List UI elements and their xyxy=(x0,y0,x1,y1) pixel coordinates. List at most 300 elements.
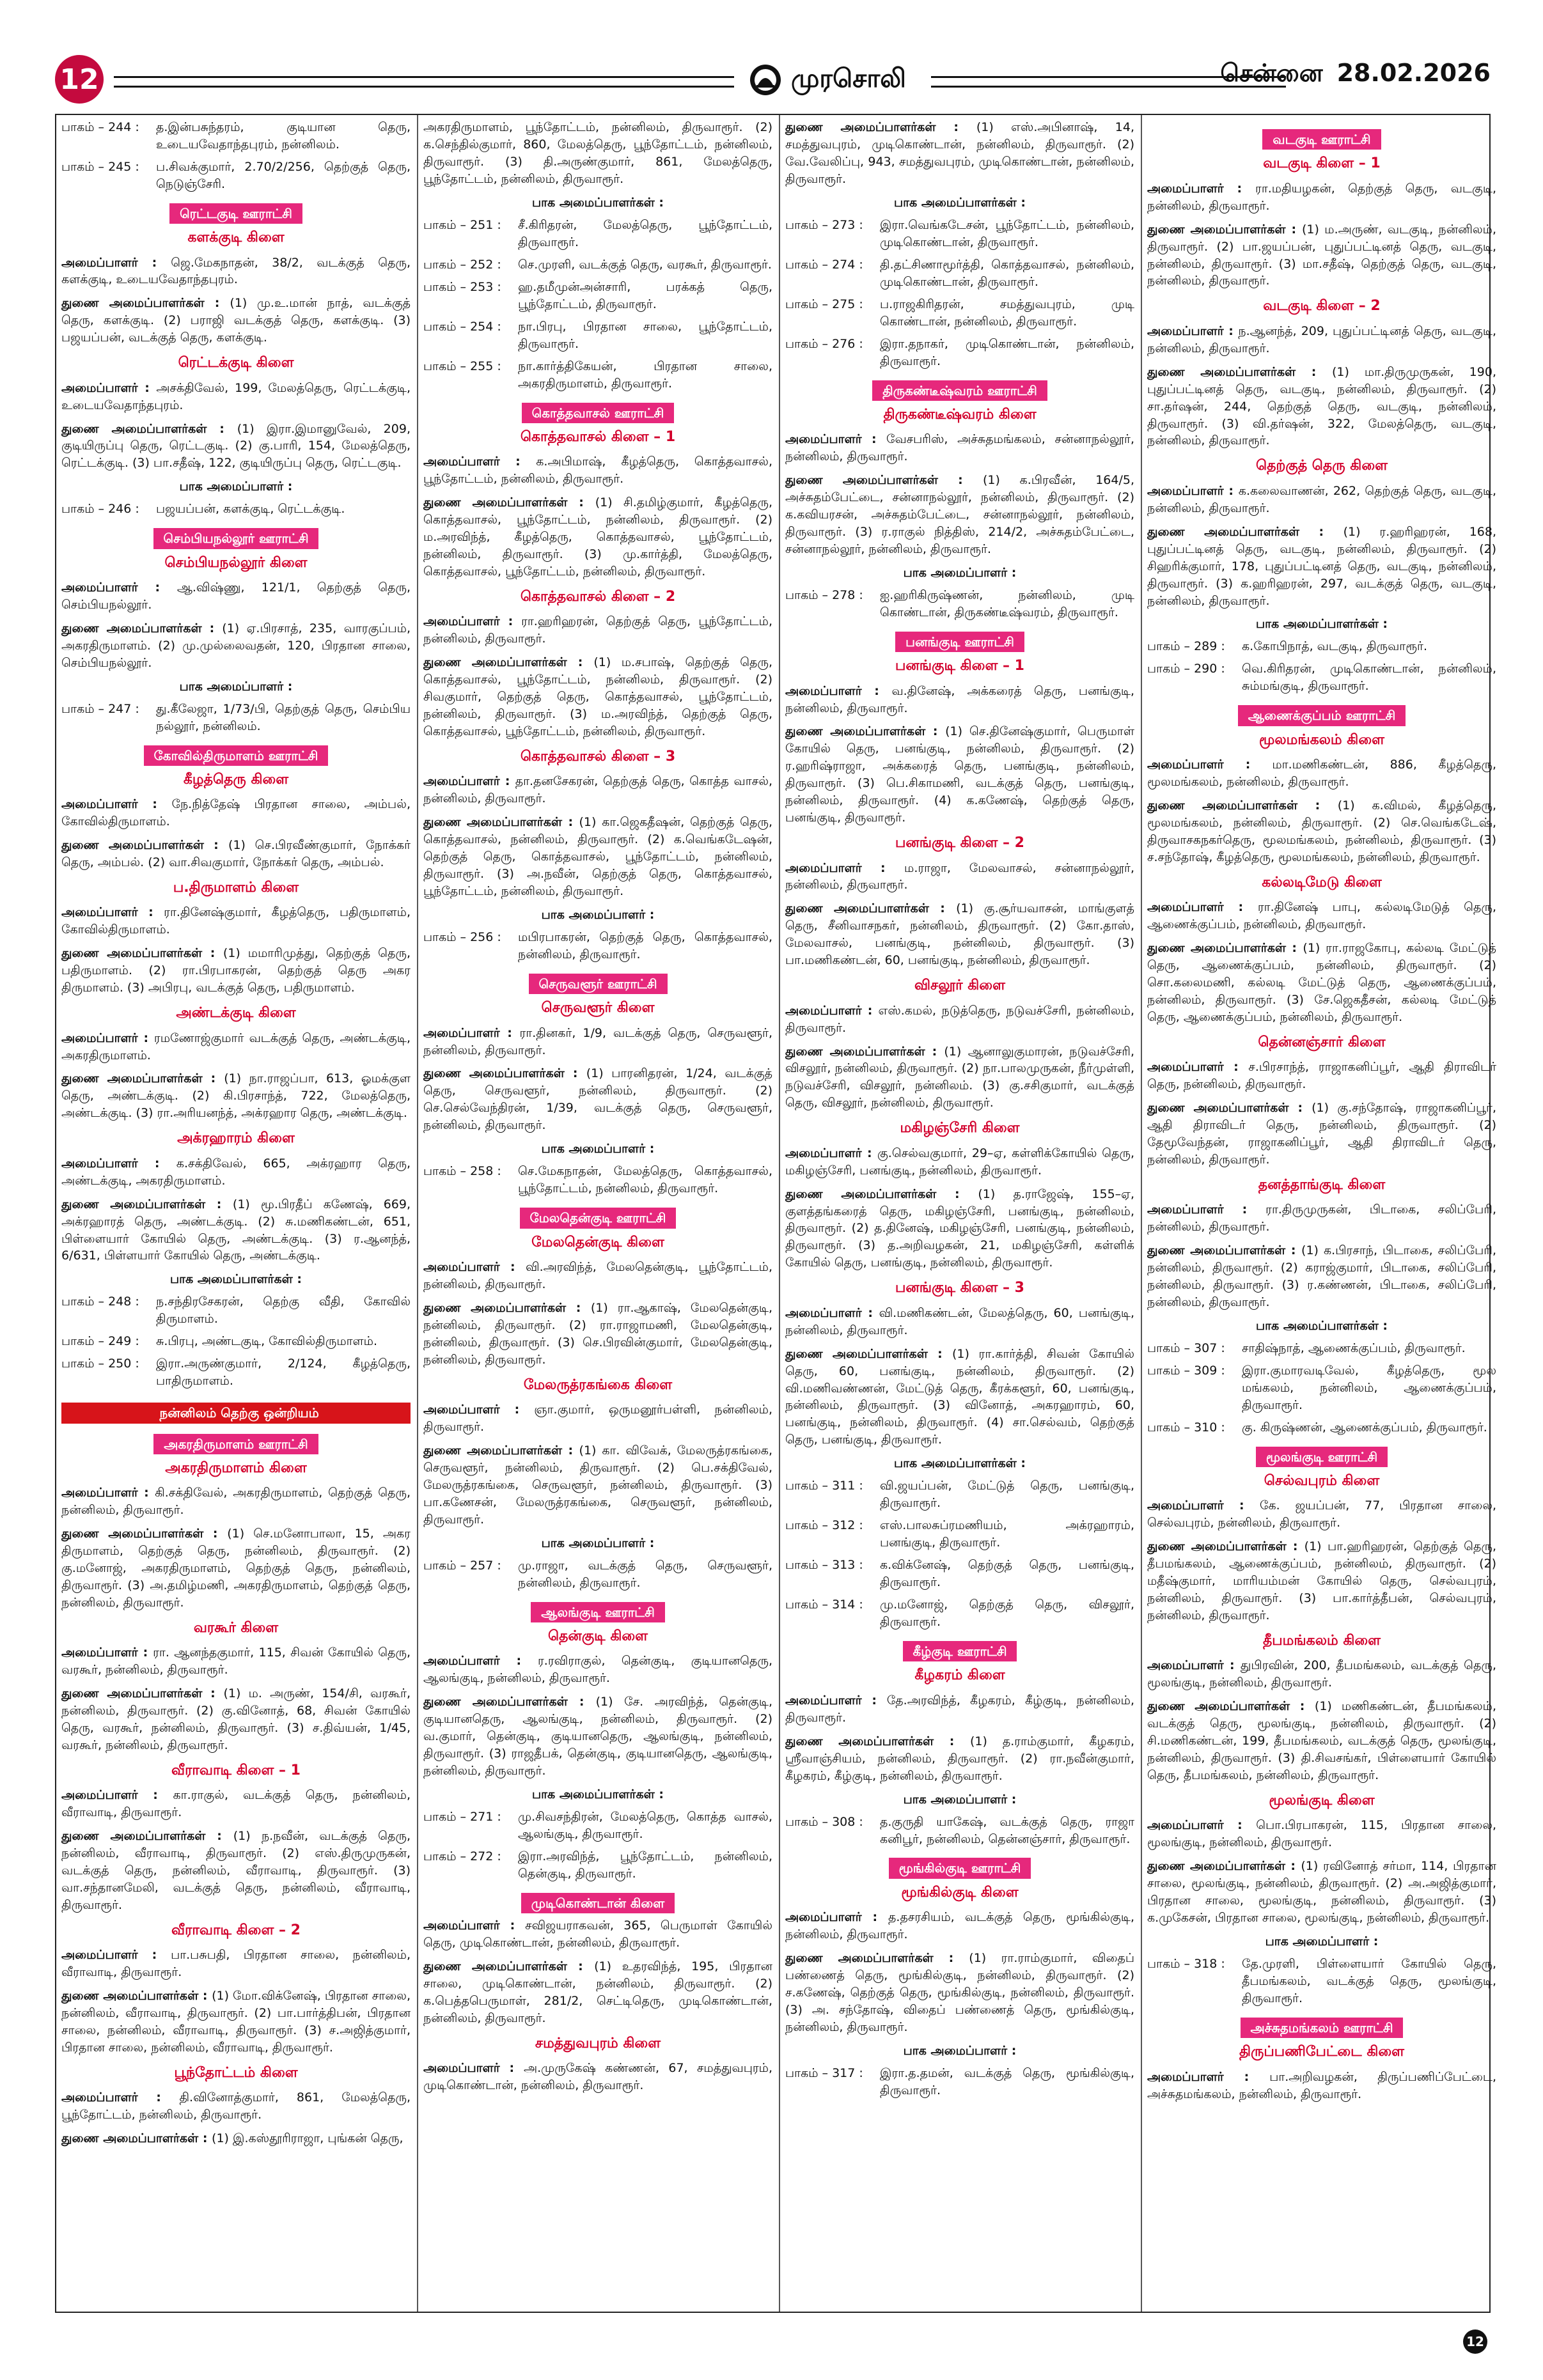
role-label: அமைப்பாளர் : xyxy=(1147,758,1272,772)
section-label: பாக அமைப்பாளர்கள் : xyxy=(423,194,772,212)
branch-heading: செல்வபுரம் கிளை xyxy=(1264,1473,1380,1489)
panchayat-heading: ரெட்டகுடி ஊராட்சி xyxy=(169,203,302,224)
branch-heading: மேலருத்ரகங்கை கிளை xyxy=(523,1376,673,1393)
panchayat-heading: ஆணைக்குப்பம் ஊராட்சி xyxy=(1238,705,1406,726)
booth-number: பாகம் – 314 : xyxy=(785,1596,880,1631)
role-label: துணை அமைப்பாளர்கள் : xyxy=(423,655,593,669)
appointment-entry xyxy=(61,837,411,871)
branch-heading: மேலதென்குடி கிளை xyxy=(531,1234,664,1250)
appointment-entry xyxy=(1147,221,1496,290)
booth-number: பாகம் – 272 : xyxy=(423,1848,518,1883)
entry-text: வ.தினேஷ், அக்கரைத் தெரு, பனங்குடி, நன்னிலம், திருவாரூர். xyxy=(785,683,1134,715)
appointment-entry xyxy=(61,2130,411,2147)
booth-number: பாகம் – 250 : xyxy=(61,1355,156,1390)
appointment-entry xyxy=(785,900,1134,969)
booth-entry xyxy=(61,501,411,518)
appointment-entry xyxy=(61,1828,411,1914)
entry-text: (1) செ.மனோபாலா, 15, அகர திருமாளம், தெற்குத் தெரு, நன்னிலம், திருவாரூர். (2) கு.மனோஜ், அகரதிருமாளம், தெற்குத் தெரு, நன்னிலம், திருவாரூர். (3) அ.தமிழ்மணி, அகரதிருமாளம், தெற்குத் தெரு, நன்னிலம், திருவாரூர். xyxy=(61,1527,411,1610)
masthead-rule-left xyxy=(114,76,734,88)
booth-entry xyxy=(785,1814,1134,1848)
appointment-entry xyxy=(61,1030,411,1064)
role-label: அமைப்பாளர் : xyxy=(423,774,515,788)
branch-heading: வீராவாடி கிளை – 2 xyxy=(171,1922,301,1939)
booth-entry xyxy=(1147,660,1496,695)
footer-page-number: 12 xyxy=(1463,2329,1487,2354)
role-label: அமைப்பாளர் : xyxy=(785,684,891,698)
entry-text: அசக்திவேல், 199, மேலத்தெரு, ரெட்டக்குடி, உடையவேதாந்தபுரம். xyxy=(61,380,411,412)
booth-entry xyxy=(423,318,772,353)
panchayat-heading: செம்பியநல்லூர் ஊராட்சி xyxy=(153,528,319,548)
entry-text: ம.ராஜா, மேலவாசல், சன்னாநல்லூர், நன்னிலம், திருவாரூர். xyxy=(785,860,1134,892)
appointment-entry xyxy=(61,1484,411,1519)
branch-heading: அகரதிருமாளம் கிளை xyxy=(165,1460,307,1477)
entry-text: க.சக்திவேல், 665, அக்ரஹார தெரு, அண்டக்குடி, அகரதிருமாளம். xyxy=(61,1156,411,1188)
paper-name: முரசொலி xyxy=(791,63,906,93)
role-label: அமைப்பாளர் : xyxy=(785,1146,877,1160)
appointment-entry xyxy=(61,254,411,289)
panchayat-heading: அகரதிருமாளம் ஊராட்சி xyxy=(153,1434,318,1454)
panchayat-heading: கீழ்குடி ஊராட்சி xyxy=(903,1641,1017,1661)
appointment-entry xyxy=(423,1442,772,1528)
role-label: அமைப்பாளர் : xyxy=(1147,484,1239,498)
appointment-entry xyxy=(61,620,411,672)
booth-number: பாகம் – 271 : xyxy=(423,1808,518,1843)
panchayat-heading: மூங்கில்குடி ஊராட்சி xyxy=(889,1858,1031,1878)
booth-number: பாகம் – 249 : xyxy=(61,1333,156,1350)
appointment-entry xyxy=(61,796,411,830)
appointment-entry xyxy=(1147,483,1496,517)
entry-text: ரா.தினகர், 1/9, வடக்குத் தெரு, செருவளூர், நன்னிலம், திருவாரூர். xyxy=(423,1025,772,1057)
section-label: பாக அமைப்பாளர்கள் : xyxy=(785,1455,1134,1472)
booth-organizer: க.கோபிநாத், வடகுடி, திருவாரூர். xyxy=(1242,639,1428,654)
branch-heading: பனங்குடி கிளை – 1 xyxy=(895,658,1024,674)
appointment-entry xyxy=(785,1346,1134,1449)
booth-number: பாகம் – 318 : xyxy=(1147,1956,1242,2007)
role-label: அமைப்பாளர் : xyxy=(423,455,536,469)
booth-organizer: இரா.அரவிந்த், பூந்தோட்டம், நன்னிலம், தென்குடி, திருவாரூர். xyxy=(518,1849,772,1881)
branch-heading: தீபமங்கலம் கிளை xyxy=(1262,1633,1381,1649)
masthead-brand xyxy=(749,58,906,102)
edition-city: சென்னை xyxy=(1220,59,1323,87)
section-label: பாக அமைப்பாளர் : xyxy=(1147,1933,1496,1950)
booth-organizer: து.கீலேஜா, 1/73/பி, தெற்குத் தெரு, செம்பிய நல்லூர், நன்னிலம். xyxy=(156,701,411,733)
booth-entry xyxy=(423,279,772,313)
entry-text: (1) கா. விவேக், மேலருத்ரகங்கை, செருவளூர், நன்னிலம், திருவாரூர். (2) பெ.சக்திவேல், மேலருத்ரகங்கை, செருவளூர், நன்னிலம், திருவாரூர். (3) பா.கணேசன், மேலருத்ரகங்கை, செருவளூர், நன்னிலம், திருவாரூர். xyxy=(423,1443,772,1527)
role-label: அமைப்பாளர் : xyxy=(61,580,177,595)
role-label: துணை அமைப்பாளர்கள் : xyxy=(785,1045,944,1059)
entry-text: வி.அரவிந்த், மேலதென்குடி, பூந்தோட்டம், நன்னிலம், திருவாரூர். xyxy=(423,1259,772,1291)
role-label: அமைப்பாளர் : xyxy=(61,1031,154,1045)
entry-text: தே.அரவிந்த், கீழகரம், கீழ்குடி, நன்னிலம், திருவாரூர். xyxy=(785,1693,1134,1725)
role-label: துணை அமைப்பாளர்கள் : xyxy=(61,1527,227,1541)
booth-number: பாகம் – 309 : xyxy=(1147,1362,1242,1414)
role-label: அமைப்பாளர் : xyxy=(785,1910,888,1924)
appointment-entry xyxy=(423,2060,772,2094)
entry-text: (1) ரா.ராஜகோபு, கல்லடி மேட்டுத் தெரு, ஆணைக்குப்பம், நன்னிலம், திருவாரூர். (2) சொ.கலைமணி, கல்லடி மேட்டுத் தெரு, ஆணைக்குப்பம், நன்னிலம், திருவாரூர். (3) சே.ஜெகதீசன், கல்லடி மேட்டுத் தெரு, ஆணைக்குப்பம், நன்னிலம், திருவாரூர். xyxy=(1147,940,1496,1024)
booth-organizer: த.இன்பசுந்தரம், குடியான தெரு, உடையவேதாந்தபுரம், நன்னிலம். xyxy=(156,120,411,152)
branch-heading: கல்லடிமேடு கிளை xyxy=(1262,874,1382,891)
booth-number: பாகம் – 251 : xyxy=(423,217,518,251)
appointment-entry xyxy=(785,683,1134,717)
booth-organizer: ப.சிவக்குமார், 2.70/2/256, தெற்குத் தெரு, நெடுஞ்சேரி. xyxy=(156,159,411,191)
rising-sun-logo-icon xyxy=(749,63,782,97)
booth-number: பாகம் – 317 : xyxy=(785,2065,880,2099)
entry-text: (1) ரா.ஆகாஷ், மேலதென்குடி, நன்னிலம், திருவாரூர். (2) ரா.ராஜாமணி, மேலதென்குடி, நன்னிலம், திருவாரூர். (3) செ.பிரவின்குமார், மேலதென்குடி, நன்னிலம், திருவாரூர். xyxy=(423,1300,772,1367)
appointment-entry xyxy=(61,1685,411,1754)
role-label: துணை அமைப்பாளர்கள் : xyxy=(423,1959,594,1973)
booth-number: பாகம் – 244 : xyxy=(61,119,156,153)
entry-text: தா.தனசேகரன், தெற்குத் தெரு, கொத்த வாசல், நன்னிலம், திருவாரூர். xyxy=(423,774,772,806)
appointment-entry xyxy=(785,1043,1134,1112)
role-label: துணை அமைப்பாளர்கள் : xyxy=(785,901,956,915)
section-label: பாக அமைப்பாளர்கள் : xyxy=(61,1271,411,1288)
booth-organizer: வெ.கிரிதரன், முடிகொண்டான், நன்னிலம், சும்மங்குடி, திருவாரூர். xyxy=(1242,662,1496,694)
booth-organizer: செ.மேகநாதன், மேலத்தெரு, கொத்தவாசல், பூந்தோட்டம், நன்னிலம், திருவாரூர். xyxy=(518,1164,772,1196)
appointment-entry xyxy=(61,1987,411,2057)
appointment-entry xyxy=(1147,1100,1496,1169)
branch-heading: அக்ரஹாரம் கிளை xyxy=(177,1130,295,1147)
panchayat-heading: கொத்தவாசல் ஊராட்சி xyxy=(522,403,675,423)
entry-text: (1) மமாரிமுத்து, தெற்குத் தெரு, பதிருமாளம். (2) ரா.பிரபாகரன், தெற்குத் தெரு அகர திருமாளம். (3) அபிரபு, வடக்குத் தெரு, பதிருமாளம். xyxy=(61,946,411,995)
entry-text: த.தசரசியம், வடக்குத் தெரு, மூங்கில்குடி, நன்னிலம், திருவாரூர். xyxy=(785,1910,1134,1942)
booth-number: பாகம் – 247 : xyxy=(61,701,156,735)
role-label: அமைப்பாளர் : xyxy=(423,2061,524,2075)
role-label: துணை அமைப்பாளர்கள் : xyxy=(61,422,237,436)
entry-text: (1) ஏ.பிரசாத், 235, வாரகுப்பம், அகரதிருமாளம். (2) மு.முல்லைவதன், 120, பிரதான சாலை, செம்பியநல்லூர். xyxy=(61,621,411,670)
booth-organizer: ஹ.தமீமுன்அன்சாரி, பரக்கத் தெரு, பூந்தோட்டம், திருவாரூர். xyxy=(518,279,772,311)
role-label: துணை அமைப்பாளர்கள் : xyxy=(785,1347,952,1361)
booth-organizer: பஜயப்பன், களக்குடி, ரெட்டக்குடி. xyxy=(156,502,345,517)
role-label: அமைப்பாளர் : xyxy=(61,1156,176,1171)
booth-number: பாகம் – 307 : xyxy=(1147,1340,1242,1357)
branch-heading: தென்னஞ்சார் கிளை xyxy=(1258,1034,1386,1050)
booth-organizer: தி.தட்சிணாமூர்த்தி, கொத்தவாசல், நன்னிலம், முடிகொண்டான், திருவாரூர். xyxy=(880,257,1134,289)
booth-organizer: மு.மனோஜ், தெற்குத் தெரு, விசலூர், திருவாரூர். xyxy=(880,1598,1134,1629)
entry-text: (1) இ.கஸ்தூரிராஜா, புங்கன் தெரு, xyxy=(212,2131,403,2146)
entry-text: க.கலைவாணன், 262, தெற்குத் தெரு, வடகுடி, நன்னிலம், திருவாரூர். xyxy=(1147,483,1496,515)
appointment-entry xyxy=(1147,899,1496,933)
role-label: துணை அமைப்பாளர்கள் : xyxy=(61,1686,223,1700)
branch-heading: செம்பியநல்லூர் கிளை xyxy=(164,554,308,571)
panchayat-heading: மூலங்குடி ஊராட்சி xyxy=(1256,1447,1388,1467)
role-label: துணை அமைப்பாளர்கள் : xyxy=(1147,1539,1304,1553)
role-label: துணை அமைப்பாளர்கள் : xyxy=(1147,365,1332,379)
role-label: துணை அமைப்பாளர்கள் : xyxy=(1147,1243,1301,1257)
entry-text: ஜெ.மேகநாதன், 38/2, வடக்குத் தெரு, களக்குடி, உடையவேதாந்தபுரம். xyxy=(61,255,411,287)
role-label: துணை அமைப்பாளர்கள் : xyxy=(423,1443,579,1458)
entry-text: (1) கா.ஜெகதீஷன், தெற்குத் தெரு, கொத்தவாசல், நன்னிலம், திருவாரூர். (2) க.வெங்கடேஷன், தெற்குத் தெரு, கொத்தவாசல், பூந்தோட்டம், நன்னிலம், திருவாரூர். (3) அ.நவீன், தெற்குத் தெரு, கொத்தவாசல், பூந்தோட்டம், நன்னிலம், திருவாரூர். xyxy=(423,815,772,899)
appointment-entry xyxy=(1147,1201,1496,1236)
appointment-entry xyxy=(423,1958,772,2027)
entry-text: ரா.தினேஷ்குமார், கீழத்தெரு, பதிருமாளம், கோவில்திருமாளம். xyxy=(61,905,411,937)
booth-entry xyxy=(423,1163,772,1197)
role-label: துணை அமைப்பாளர்கள் : xyxy=(785,724,945,738)
branch-heading: செருவளூர் கிளை xyxy=(541,1000,655,1016)
appointment-entry xyxy=(61,579,411,614)
booth-number: பாகம் – 308 : xyxy=(785,1814,880,1848)
role-label: அமைப்பாளர் : xyxy=(1147,182,1255,196)
booth-number: பாகம் – 253 : xyxy=(423,279,518,313)
entry-text: (1) ர.ஹரிஹரன், 168, புதுப்பட்டினத் தெரு, வடகுடி, நன்னிலம், திருவாரூர். (2) சிஹரிக்குமார், 178, புதுப்பட்டினத் தெரு, வடகுடி, நன்னிலம், திருவாரூர். (3) க.ஹரிஹரன், 297, வடக்குத் தெரு, வடகுடி, நன்னிலம், திருவாரூர். xyxy=(1147,524,1496,608)
booth-entry xyxy=(423,217,772,251)
booth-entry xyxy=(61,1355,411,1390)
booth-entry xyxy=(61,701,411,735)
entry-text: (1) ம. அருண், 154/சி, வரகூர், நன்னிலம், திருவாரூர். (2) கு.வினோத், 68, சிவன் கோயில் தெரு, வரகூர், நன்னிலம், திருவாரூர். (3) ச.திவ்யன், 1/45, வரகூர், நன்னிலம், திருவாரூர். xyxy=(61,1686,411,1753)
section-label: பாக அமைப்பாளர்கள் : xyxy=(1147,1318,1496,1335)
branch-heading: விசலூர் கிளை xyxy=(914,977,1005,994)
role-label: துணை அமைப்பாளர்கள் : xyxy=(423,495,595,509)
entry-text: ரா.தினேஷ் பாபு, கல்லடிமேடுத் தெரு, ஆணைக்குப்பம், நன்னிலம், திருவாரூர். xyxy=(1147,900,1496,931)
branch-heading: தென்குடி கிளை xyxy=(547,1628,648,1644)
role-label: அமைப்பாளர் : xyxy=(61,1645,153,1660)
booth-entry xyxy=(785,2065,1134,2099)
entry-text: கா.ராகுல், வடக்குத் தெரு, நன்னிலம், வீராவாடி, திருவாரூர். xyxy=(61,1788,411,1820)
section-label: பாக அமைப்பாளர்கள் : xyxy=(1147,616,1496,633)
booth-number: பாகம் – 257 : xyxy=(423,1557,518,1592)
booth-organizer: ஐ.ஹரிகிருஷ்ணன், நன்னிலம், முடி கொண்டான், திருகண்டீஷ்வரம், திருவாரூர். xyxy=(880,587,1134,619)
entry-text: (1) பா.ஹரிஹரன், தெற்குத் தெரு, தீபமங்கலம், ஆணைக்குப்பம், நன்னிலம், திருவாரூர். (2) மதீஷ்குமார், மாரியம்மன் கோயில் தெரு, செல்வபுரம், நன்னிலம், திருவாரூர். (3) பா.கார்த்தீபன், செல்வபுரம், நன்னிலம், திருவாரூர். xyxy=(1147,1539,1496,1623)
booth-organizer: சாதிஷ்நாத், ஆணைக்குப்பம், திருவாரூர். xyxy=(1242,1341,1466,1355)
booth-organizer: இரா.அருண்குமார், 2/124, கீழத்தெரு, பாதிருமாளம். xyxy=(156,1357,411,1388)
role-label: அமைப்பாளர் : xyxy=(785,1306,879,1320)
role-label: அமைப்பாளர் : xyxy=(1147,1658,1241,1672)
panchayat-heading: திருகண்டீஷ்வரம் ஊராட்சி xyxy=(872,380,1047,401)
entry-text: (1) கு.சந்தோஷ், ராஜாகனிப்பூர், ஆதி திராவிடர் தெரு, நன்னிலம், திருவாரூர். (2) தேமூவேந்தன், ராஜாகனிப்பூர், ஆதி திராவிடர் தெரு, நன்னிலம், திருவாரூர். xyxy=(1147,1100,1496,1167)
branch-heading: வடகுடி கிளை – 2 xyxy=(1263,298,1381,315)
role-label: அமைப்பாளர் : xyxy=(785,861,904,875)
booth-number: பாகம் – 252 : xyxy=(423,256,518,274)
branch-heading: ரெட்டக்குடி கிளை xyxy=(178,355,294,371)
role-label: துணை அமைப்பாளர்கள் : xyxy=(785,1734,970,1748)
entry-text: தி.வினோத்குமார், 861, மேலத்தெரு, பூந்தோட்டம், நன்னிலம், திருவாரூர். xyxy=(61,2090,411,2122)
appointment-entry xyxy=(1147,524,1496,610)
panchayat-heading: செருவளூர் ஊராட்சி xyxy=(529,974,668,994)
role-label: அமைப்பாளர் : xyxy=(1147,2070,1269,2084)
booth-number: பாகம் – 274 : xyxy=(785,256,880,291)
booth-organizer: எஸ்.பாலசுப்ரமணியம், அக்ரஹாரம், பனங்குடி, திருவாரூர். xyxy=(880,1518,1134,1550)
booth-entry xyxy=(785,1517,1134,1552)
role-label: துணை அமைப்பாளர்கள் : xyxy=(61,2131,212,2145)
role-label: அமைப்பாளர் : xyxy=(785,1004,879,1018)
entry-text: (1) சே. அரவிந்த், தென்குடி, குடியானதெரு, ஆலங்குடி, நன்னிலம், திருவாரூர். (2) வ.குமார், தென்குடி, குடியானதெரு, ஆலங்குடி, நன்னிலம், திருவாரூர். (3) ராஜதீபக், தென்குடி, குடியானதெரு, ஆலங்குடி, நன்னிலம், திருவாரூர். xyxy=(423,1695,772,1778)
section-label: பாக அமைப்பாளர் : xyxy=(785,564,1134,582)
entry-text: (1) க.பிரவீன், 164/5, அச்சுதம்பேட்டை, சன்னாநல்லூர், நன்னிலம், திருவாரூர். (2) க.கவியரசன், அச்சுதம்பேட்டை, சன்னாநல்லூர், நன்னிலம், திருவாரூர். (3) ர.ராகுல் நித்திஸ், 214/2, அச்சுதம்பேட்டை, சன்னாநல்லூர், நன்னிலம், திருவாரூர். xyxy=(785,473,1134,557)
page-number-badge: 12 xyxy=(55,55,104,104)
appointment-entry xyxy=(61,1155,411,1190)
entry-text: ந.ஆனந்த், 209, புதுப்பட்டினத் தெரு, வடகுடி, நன்னிலம், திருவாரூர். xyxy=(1147,323,1496,355)
entry-text: (1) கு.சூர்யவாசன், மாங்குளத் தெரு, சீனிவாசநகர், நன்னிலம், திருவாரூர். (2) கோ.தாஸ், மேலவாசல், பனங்குடி, நன்னிலம், திருவாரூர். (3) பா.மணிகண்டன், 60, பனங்குடி, நன்னிலம், திருவாரூர். xyxy=(785,901,1134,968)
entry-text: (1) உதரவிந்த், 195, பிரதான சாலை, முடிகொண்டான், நன்னிலம், திருவாரூர். (2) க.பெத்தபெருமாள், 281/2, செட்டிதெரு, முடிகொண்டான், நன்னிலம், திருவாரூர். xyxy=(423,1959,772,2026)
role-label: அமைப்பாளர் : xyxy=(423,614,521,628)
branch-heading: கொத்தவாசல் கிளை – 2 xyxy=(520,588,676,605)
booth-organizer: கு. கிருஷ்ணன், ஆணைக்குப்பம், திருவாரூர். xyxy=(1242,1420,1487,1435)
appointment-entry xyxy=(423,1065,772,1134)
entry-text: பா.பசுபதி, பிரதான சாலை, நன்னிலம், வீராவாடி, திருவாரூர். xyxy=(61,1948,411,1980)
booth-entry xyxy=(785,217,1134,251)
appointment-entry xyxy=(785,431,1134,465)
panchayat-heading: முடிகொண்டான் கிளை xyxy=(521,1893,675,1913)
branch-heading: தெற்குத் தெரு கிளை xyxy=(1255,458,1388,474)
role-label: அமைப்பாளர் : xyxy=(61,1948,171,1962)
entry-text: (1) ரவினோத் சர்மா, 114, பிரதான சாலை, மூலங்குடி, நன்னிலம், திருவாரூர். (2) அ.அஜித்குமார், பிரதான சாலை, மூலங்குடி, நன்னிலம், திருவாரூர். (3) க.முகேசன், பிரதான சாலை, மூலங்குடி, நன்னிலம், திருவாரூர். xyxy=(1147,1859,1496,1925)
role-label: துணை அமைப்பாளர்கள் : xyxy=(61,946,223,960)
booth-number: பாகம் – 273 : xyxy=(785,217,880,251)
column-4 xyxy=(1147,119,1496,2305)
role-label: அமைப்பாளர் : xyxy=(423,1918,525,1933)
appointment-entry xyxy=(423,1653,772,1687)
section-label: பாக அமைப்பாளர் : xyxy=(423,906,772,924)
appointment-entry xyxy=(1147,1817,1496,1851)
booth-entry xyxy=(785,587,1134,621)
appointment-entry xyxy=(785,1692,1134,1727)
booth-organizer: க.விக்னேஷ், தெற்குத் தெரு, பனங்குடி, திருவாரூர். xyxy=(880,1558,1134,1590)
entry-text: (1) ந.நவீன், வடக்குத் தெரு, நன்னிலம், வீராவாடி, திருவாரூர். (2) எஸ்.திருமுருகன், வடக்குத் தெரு, நன்னிலம், வீராவாடி, திருவாரூர். (3) வா.சந்தானமேலி, வடக்குத் தெரு, நன்னிலம், வீராவாடி, திருவாரூர். xyxy=(61,1829,411,1913)
appointment-entry xyxy=(61,945,411,997)
booth-number: பாகம் – 248 : xyxy=(61,1293,156,1328)
entry-text: ஆ.விஷ்ணு, 121/1, தெற்குத் தெரு, செம்பியநல்லூர். xyxy=(61,580,411,612)
entry-text: கு.செல்வகுமார், 29–ஏ, கள்ளிக்கோயில் தெரு, மகிழஞ்சேரி, பனங்குடி, நன்னிலம், திருவாரூர். xyxy=(785,1146,1134,1178)
appointment-entry xyxy=(61,904,411,938)
appointment-entry xyxy=(423,654,772,740)
appointment-entry xyxy=(785,119,1134,188)
entry-text: (1) க.விமல், கீழத்தெரு, மூலமங்கலம், நன்னிலம், திருவாரூர். (2) செ.வெங்கடேஷ், திருவாசகநகர்தெரு, மூலமங்கலம், நன்னிலம், திருவாரூர். (3) ச.சந்தோஷ், கீழத்தெரு, மூலமங்கலம், நன்னிலம், திருவாரூர். xyxy=(1147,798,1496,864)
booth-number: பாகம் – 275 : xyxy=(785,296,880,331)
role-label: அமைப்பாளர் : xyxy=(1147,1202,1265,1217)
booth-entry xyxy=(423,1557,772,1592)
entry-text: மா.மணிகண்டன், 886, கீழத்தெரு, மூலமங்கலம், நன்னிலம், திருவாரூர். xyxy=(1147,757,1496,789)
booth-entry xyxy=(61,159,411,193)
role-label: அமைப்பாளர் : xyxy=(785,1693,887,1707)
appointment-entry xyxy=(61,1644,411,1679)
appointment-entry xyxy=(61,2089,411,2124)
role-label: அமைப்பாளர் : xyxy=(61,2090,179,2104)
booth-entry xyxy=(423,358,772,393)
appointment-entry xyxy=(423,1025,772,1059)
masthead xyxy=(55,55,1491,106)
booth-number: பாகம் – 289 : xyxy=(1147,638,1242,655)
booth-organizer: தே.முரளி, பிள்ளையார் கோயில் தெரு, தீபமங்கலம், வடக்குத் தெரு, மூலங்குடி, திருவாரூர். xyxy=(1242,1957,1496,2006)
panchayat-heading: பனங்குடி ஊராட்சி xyxy=(895,632,1024,652)
entry-text: (1) சி.தமிழ்குமார், கீழத்தெரு, கொத்தவாசல், பூந்தோட்டம், நன்னிலம், திருவாரூர். (2) ம.அரவிந்த், கீழத்தெரு, கொத்தவாசல், பூந்தோட்டம், நன்னிலம், திருவாரூர். (3) மு.கார்த்தி, மேலத்தெரு, கொத்தவாசல், பூந்தோட்டம், நன்னிலம், திருவாரூர். xyxy=(423,495,772,579)
booth-organizer: ப.ராஜகிரிதரன், சமத்துவபுரம், முடி கொண்டான், நன்னிலம், திருவாரூர். xyxy=(880,297,1134,329)
appointment-entry xyxy=(61,295,411,346)
appointment-entry xyxy=(785,1002,1134,1037)
appointment-entry xyxy=(1147,1698,1496,1784)
entry-text: (1) நா.ராஜப்பா, 613, ஓமக்குள தெரு, அண்டக்குடி. (2) கி.பிரசாந்த், 722, மேலத்தெரு, அண்டக்குடி. (3) ரா.அரியனந்த், அக்ரஹார தெரு, அண்டக்குடி. xyxy=(61,1071,411,1121)
booth-number: பாகம் – 246 : xyxy=(61,501,156,518)
role-label: அமைப்பாளர் : xyxy=(1147,1060,1248,1074)
appointment-entry xyxy=(423,1693,772,1780)
role-label: துணை அமைப்பாளர்கள் : xyxy=(1147,1859,1301,1873)
appointment-entry xyxy=(785,1950,1134,2036)
booth-entry xyxy=(423,929,772,963)
role-label: அமைப்பாளர் : xyxy=(61,905,164,919)
entry-text: பொ.பிரபாகரன், 115, பிரதான சாலை, மூலங்குடி, நன்னிலம், திருவாரூர். xyxy=(1147,1818,1496,1850)
entry-text: (1) மூ.பிரதீப் கணேஷ், 669, அக்ரஹாரத் தெரு, அண்டக்குடி. (2) சு.மணிகண்டன், 651, பிள்ளையார் கோயில் தெரு, அண்டக்குடி. (3) ர.ஆனந்த், 6/631, பிள்ளயார் கோயில் தெரு, அண்டக்குடி. xyxy=(61,1197,411,1263)
booth-number: பாகம் – 311 : xyxy=(785,1477,880,1512)
role-label: துணை அமைப்பாளர்கள் : xyxy=(423,1695,596,1709)
role-label: துணை அமைப்பாளர்கள் : xyxy=(785,1187,978,1201)
appointment-entry xyxy=(423,814,772,900)
branch-heading: மூங்கில்குடி கிளை xyxy=(901,1884,1019,1901)
appointment-entry xyxy=(61,1947,411,1981)
branch-heading: ப.திருமாளம் கிளை xyxy=(173,880,299,896)
appointment-entry xyxy=(785,1186,1134,1272)
appointment-entry xyxy=(423,453,772,488)
entry-text: (1) செ.பிரவீண்குமார், நோக்கர் தெரு, அம்பல். (2) வா.சிவகுமார், நோக்கர் தெரு, அம்பல். xyxy=(61,838,411,870)
role-label: அமைப்பாளர் : xyxy=(1147,1498,1260,1513)
role-label: அமைப்பாளர் : xyxy=(423,1026,519,1040)
appointment-entry xyxy=(785,472,1134,558)
appointment-entry xyxy=(423,1917,772,1952)
appointment-entry xyxy=(785,1305,1134,1339)
entry-text: ச.பிரசாந்த், ராஜாகனிப்பூர், ஆதி திராவிடர் தெரு, நன்னிலம், திருவாரூர். xyxy=(1147,1060,1496,1091)
role-label: துணை அமைப்பாளர்கள் : xyxy=(61,1989,212,2003)
booth-number: பாகம் – 278 : xyxy=(785,587,880,621)
appointment-entry xyxy=(1147,940,1496,1026)
role-label: அமைப்பாளர் : xyxy=(61,381,156,395)
appointment-entry xyxy=(61,1787,411,1821)
column-2 xyxy=(423,119,772,2305)
booth-entry xyxy=(423,1848,772,1883)
entry-text: பா.அறிவழகன், திருப்பணிப்பேட்டை, அச்சுதமங்கலம், நன்னிலம், திருவாரூர். xyxy=(1147,2069,1496,2101)
appointment-entry xyxy=(1147,1497,1496,1532)
booth-entry xyxy=(61,1333,411,1350)
appointment-entry xyxy=(423,494,772,580)
booth-number: பாகம் – 310 : xyxy=(1147,1419,1242,1436)
booth-organizer: சீ.கிரிதரன், மேலத்தெரு, பூந்தோட்டம், திருவாரூர். xyxy=(518,217,772,249)
role-label: துணை அமைப்பாளர்கள் : xyxy=(61,838,228,852)
role-label: துணை அமைப்பாளர்கள் : xyxy=(785,1951,969,1965)
section-label: பாக அமைப்பாளர்கள் : xyxy=(785,194,1134,212)
entry-text: நே.நித்தேஷ் பிரதான சாலை, அம்பல், கோவில்திருமாளம். xyxy=(61,797,411,829)
booth-number: பாகம் – 312 : xyxy=(785,1517,880,1552)
section-label: பாக அமைப்பாளர்கள் : xyxy=(423,1786,772,1803)
role-label: துணை அமைப்பாளர்கள் : xyxy=(61,1071,224,1085)
role-label: துணை அமைப்பாளர்கள் : xyxy=(1147,525,1343,539)
booth-organizer: செ.முரளி, வடக்குத் தெரு, வரகூர், திருவாரூர். xyxy=(518,257,772,272)
branch-heading: மகிழஞ்சேரி கிளை xyxy=(900,1120,1020,1137)
role-label: துணை அமைப்பாளர்கள் : xyxy=(1147,1699,1315,1713)
booth-organizer: நா.பிரபு, பிரதான சாலை, பூந்தோட்டம், திருவாரூர். xyxy=(518,319,772,351)
appointment-entry xyxy=(1147,323,1496,357)
appointment-entry xyxy=(423,1259,772,1293)
role-label: அமைப்பாளர் : xyxy=(61,256,171,270)
branch-heading: பனங்குடி கிளை – 2 xyxy=(895,835,1024,852)
booth-number: பாகம் – 290 : xyxy=(1147,660,1242,695)
role-label: அமைப்பாளர் : xyxy=(423,1260,526,1274)
appointment-entry xyxy=(1147,1538,1496,1624)
booth-entry xyxy=(1147,638,1496,655)
role-label: துணை அமைப்பாளர்கள் : xyxy=(61,296,230,310)
entry-text: அகரதிருமாளம், பூந்தோட்டம், நன்னிலம், திருவாரூர். (2) க.செந்தில்குமார், 860, மேலத்தெரு, பூந்தோட்டம், நன்னிலம், திருவாரூர். (3) தி.அருண்குமார், 861, மேலத்தெரு, பூந்தோட்டம், நன்னிலம், திருவாரூர். xyxy=(423,120,772,186)
role-label: துணை அமைப்பாளர்கள் : xyxy=(423,815,579,829)
booth-organizer: சு.பிரபு, அண்டகுடி, கோவில்திருமாளம். xyxy=(156,1334,378,1349)
branch-heading: பூந்தோட்டம் கிளை xyxy=(174,2065,298,2081)
appointment-entry xyxy=(423,1300,772,1369)
booth-entry xyxy=(785,336,1134,370)
entry-text: ரா.ஹரிஹரன், தெற்குத் தெரு, பூந்தோட்டம், நன்னிலம், திருவாரூர். xyxy=(423,614,772,646)
branch-heading: வடகுடி கிளை – 1 xyxy=(1263,155,1381,172)
role-label: அமைப்பாளர் : xyxy=(423,1403,534,1417)
entry-text: கே. ஜயப்பன், 77, பிரதான சாலை, செல்வபுரம், நன்னிலம், திருவாரூர். xyxy=(1147,1498,1496,1530)
booth-organizer: இரா.தநாகர், முடிகொண்டான், நன்னிலம், திருவாரூர். xyxy=(880,336,1134,368)
booth-entry xyxy=(423,256,772,274)
booth-entry xyxy=(785,1477,1134,1512)
role-label: அமைப்பாளர் : xyxy=(1147,324,1238,338)
booth-organizer: நா.கார்த்திகேயன், பிரதான சாலை, அகரதிருமாளம், திருவாரூர். xyxy=(518,359,772,391)
branch-heading: வீராவாடி கிளை – 1 xyxy=(171,1762,301,1779)
